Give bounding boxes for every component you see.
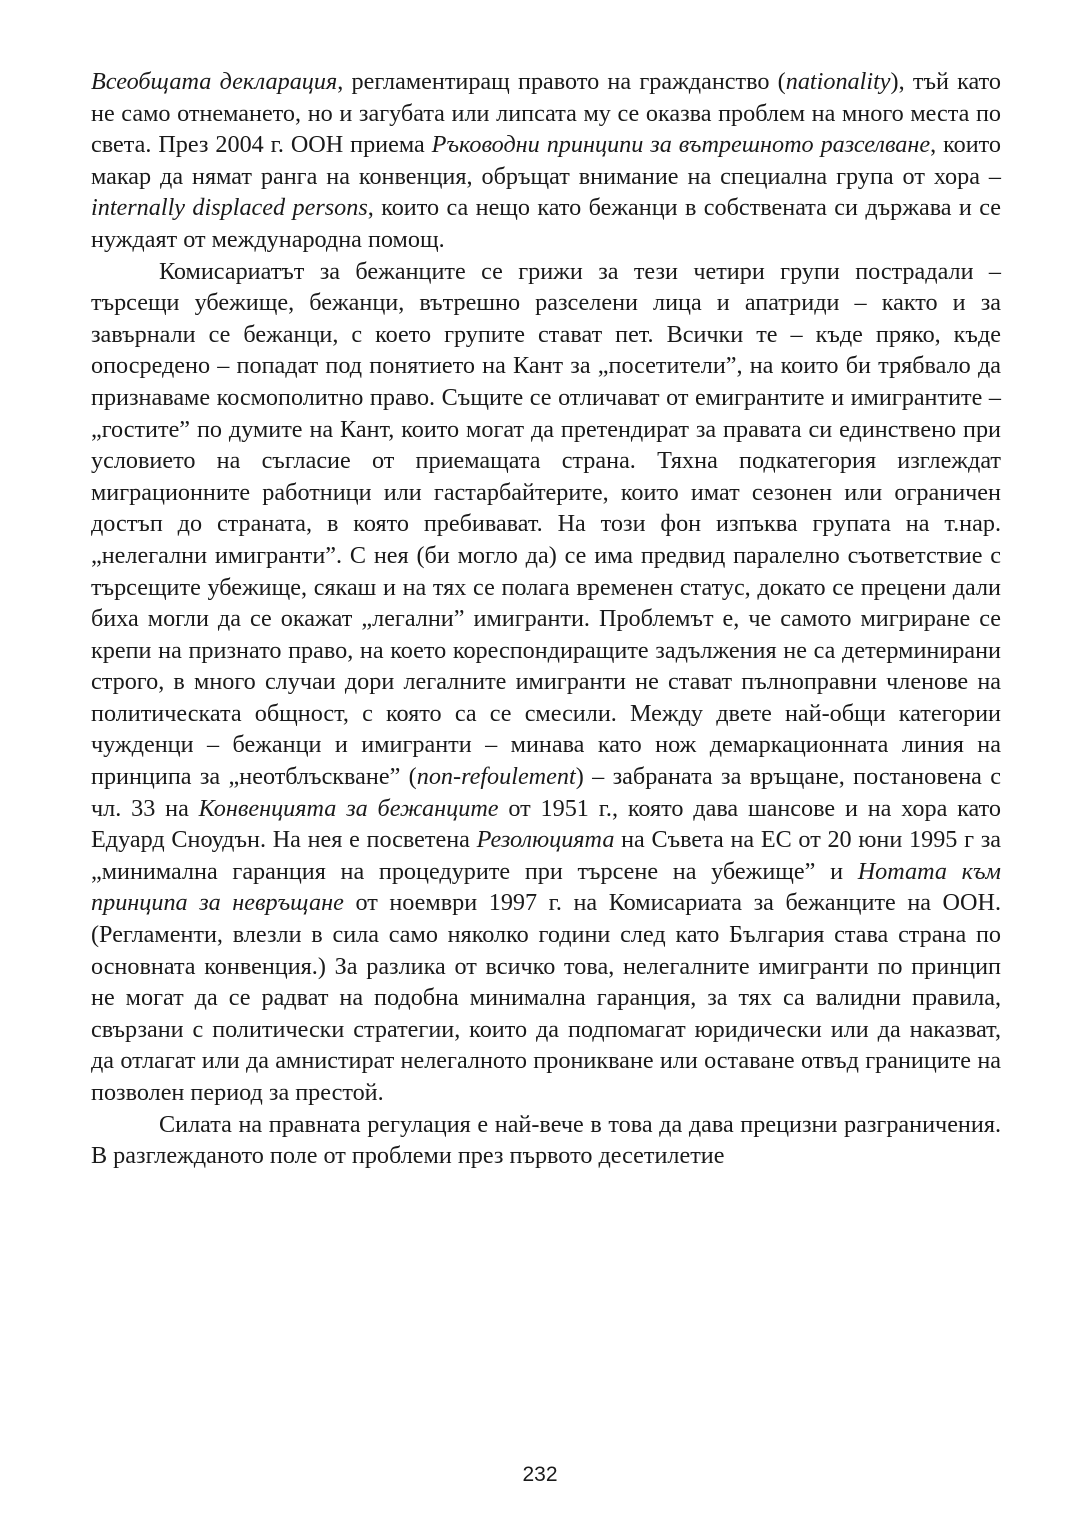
paragraph-1-segment-2: , регламентиращ правото на гражданство ( bbox=[337, 68, 786, 95]
paragraph-3-segment-1: Силата на правната регулация е най-вече в това да дава прецизни разграничения. В разглежданото поле от проблеми през първото десетилетие bbox=[91, 1110, 1001, 1170]
paragraph-2 bbox=[91, 256, 1001, 1109]
paragraph-1-segment-5: Ръководни принципи за вътрешното разселване bbox=[431, 131, 931, 159]
paragraph-2-segment-5: от 1951 г., която дава шансове и на хора като Едуард Сноудън. На нея е посветена bbox=[91, 794, 1001, 854]
paragraph-1 bbox=[91, 66, 1001, 256]
page-body bbox=[91, 66, 1001, 1172]
paragraph-2-segment-1: Комисариатът за бежанците се грижи за тези четири групи пострадали – търсещи убежище, бежанци, вътрешно разселени лица и апатриди – както и за завърнали се бежанци, с което групите стават пет. Всички те – къде пряко, къде опосредено – попадат под понятието на Кант за „посетители”, на които би трябвало да признаваме космополитно право. Същите се отличават от емигрантите и имигрантите – „гостите” по думите на Кант, които могат да претендират за правата си единствено при условието на съгласие от приемащата страна. Тяхна подкатегория изглеждат миграционните работници или гастарбайтерите, които имат сезонен или ограничен достъп до страната, в която пребивават. На този фон изпъква групата на т.нар. „нелегални имигранти”. С нея (би могло да) се има предвид паралелно съответствие с търсещите убежище, сякаш и на тях се полага временен статус, докато се прецени дали биха могли да се окажат „легални” имигранти. Проблемът е, че самото мигриране се крепи на признато право, на което кореспондиращите задължения не са детерминирани строго, в много случаи дори легалните имигранти не стават пълноправни членове на политическата общност, с която са се смесили. Между двете най-общи категории чужденци – бежанци и имигранти – минава като нож демаркационната линия на принципа за „неотблъскване” ( bbox=[91, 257, 1001, 791]
paragraph-2-segment-8: Нотата към принципа за невръщане bbox=[91, 857, 1001, 917]
paragraph-1-segment-6: , които макар да нямат ранга на конвенция, обръщат внимание на специална група от хора – bbox=[91, 131, 1002, 190]
paragraph-2-segment-7: на Съвета на ЕС от 20 юни 1995 г за „минимална гаранция на процедурите при търсене на убежище” и bbox=[91, 826, 1001, 885]
paragraph-1-segment-8: , които са нещо като бежанци в собствената си държава и се нуждаят от международна помощ. bbox=[91, 194, 1002, 253]
paragraph-2-segment-3: ) – забраната за връщане, постановена с чл. 33 на bbox=[91, 763, 1001, 822]
paragraph-1-segment-7: internally displaced persons bbox=[91, 194, 368, 222]
paragraph-1-segment-1: Всеобщата декларация bbox=[91, 68, 338, 95]
paragraph-2-segment-9: от ноември 1997 г. на Комисариата за бежанците на ООН. (Регламенти, влезли в сила само няколко години след като България става страна по основната конвенция.) За разлика от всичко това, нелегалните имигранти по принцип не могат да се радват на подобна минимална гаранция, за тях са валидни правила, свързани с политически стратегии, които да подпомагат юридически или да наказват, да отлагат или да амнистират нелегалното проникване или оставане отвъд границите на позволен период за престой. bbox=[91, 889, 1002, 1106]
paragraph-2-segment-6: Резолюцията bbox=[476, 826, 615, 854]
paragraph-1-segment-3: nationality bbox=[785, 68, 891, 95]
page-number: 232 bbox=[522, 1463, 558, 1486]
paragraph-2-segment-2: non-refoulement bbox=[416, 763, 576, 791]
paragraph-2-segment-4: Конвенцията за бежанците bbox=[198, 794, 499, 822]
paragraph-1-segment-4: ), тъй като не само отнемането, но и загубата или липсата му се оказва проблем на много места по света. През 2004 г. ООН приема bbox=[91, 68, 1001, 159]
paragraph-3 bbox=[91, 1109, 1001, 1172]
